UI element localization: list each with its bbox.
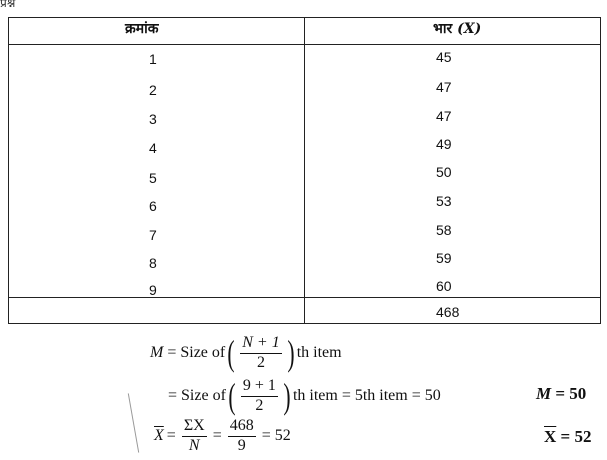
header-rule — [9, 44, 600, 45]
mean-result — [544, 427, 591, 447]
median-symbol: M — [150, 344, 164, 362]
fraction-denominator: N — [188, 436, 200, 454]
mean-value: = 52 — [560, 427, 592, 446]
median-result — [536, 384, 586, 404]
row-weight: 45 — [436, 49, 452, 65]
mean-value-text: = 52 — [261, 427, 291, 445]
top-text-fragment: प्रश्न — [0, 0, 16, 10]
header-weight — [433, 19, 481, 38]
header-weight-variable: (X) — [457, 21, 482, 37]
fraction-numerator: 468 — [228, 418, 256, 437]
fraction — [228, 418, 256, 455]
mean-formula — [154, 418, 291, 455]
row-serial: 8 — [149, 255, 157, 271]
fraction — [182, 418, 207, 455]
equals-sign: = — [212, 427, 222, 445]
mean-symbol: $\overline{X}$ — [154, 427, 164, 445]
row-weight: 60 — [436, 278, 452, 294]
left-paren: ( — [227, 333, 235, 374]
row-weight: 58 — [436, 222, 452, 238]
column-divider — [304, 18, 305, 323]
fraction-denominator: 9 — [237, 436, 246, 454]
row-weight: 59 — [436, 250, 452, 266]
total-rule — [9, 297, 600, 298]
row-weight: 50 — [436, 164, 452, 180]
row-serial: 3 — [149, 111, 157, 127]
equals-sign: = — [166, 427, 176, 445]
row-serial: 4 — [149, 140, 157, 156]
right-paren: ) — [283, 376, 291, 417]
row-serial: 7 — [149, 227, 157, 243]
pencil-mark — [128, 393, 139, 452]
median-value: = 50 — [555, 384, 587, 403]
row-serial: 1 — [149, 51, 157, 67]
row-weight: 53 — [436, 193, 452, 209]
size-of-text: = Size of — [167, 344, 226, 362]
fraction-numerator: N + 1 — [240, 335, 281, 354]
size-of-text: = Size of — [168, 387, 226, 405]
row-serial: 9 — [149, 282, 157, 298]
fraction-numerator: ΣX — [182, 418, 207, 437]
row-serial: 2 — [149, 82, 157, 98]
th-item-text: th item — [296, 344, 342, 362]
fraction-denominator: 2 — [256, 353, 265, 371]
median-result-text: th item = 5th item = 50 — [292, 387, 441, 405]
weights-table — [8, 17, 601, 324]
mean-symbol: $\overline{X}$ — [544, 427, 557, 446]
right-paren: ) — [287, 333, 295, 374]
fraction — [241, 378, 278, 415]
fraction-numerator: 9 + 1 — [241, 378, 278, 397]
row-serial: 5 — [149, 170, 157, 186]
fraction-denominator: 2 — [255, 396, 264, 414]
row-weight: 47 — [436, 79, 452, 95]
header-weight-word: भार — [433, 21, 453, 37]
row-serial: 6 — [149, 198, 157, 214]
total-weight: 468 — [436, 304, 460, 320]
left-paren: ( — [228, 376, 236, 417]
row-weight: 49 — [436, 136, 452, 152]
header-serial-number: क्रमांक — [125, 21, 159, 37]
median-substitution — [168, 378, 441, 415]
row-weight: 47 — [436, 108, 452, 124]
median-formula — [150, 335, 342, 372]
fraction — [240, 335, 281, 372]
median-symbol: M — [536, 384, 552, 403]
